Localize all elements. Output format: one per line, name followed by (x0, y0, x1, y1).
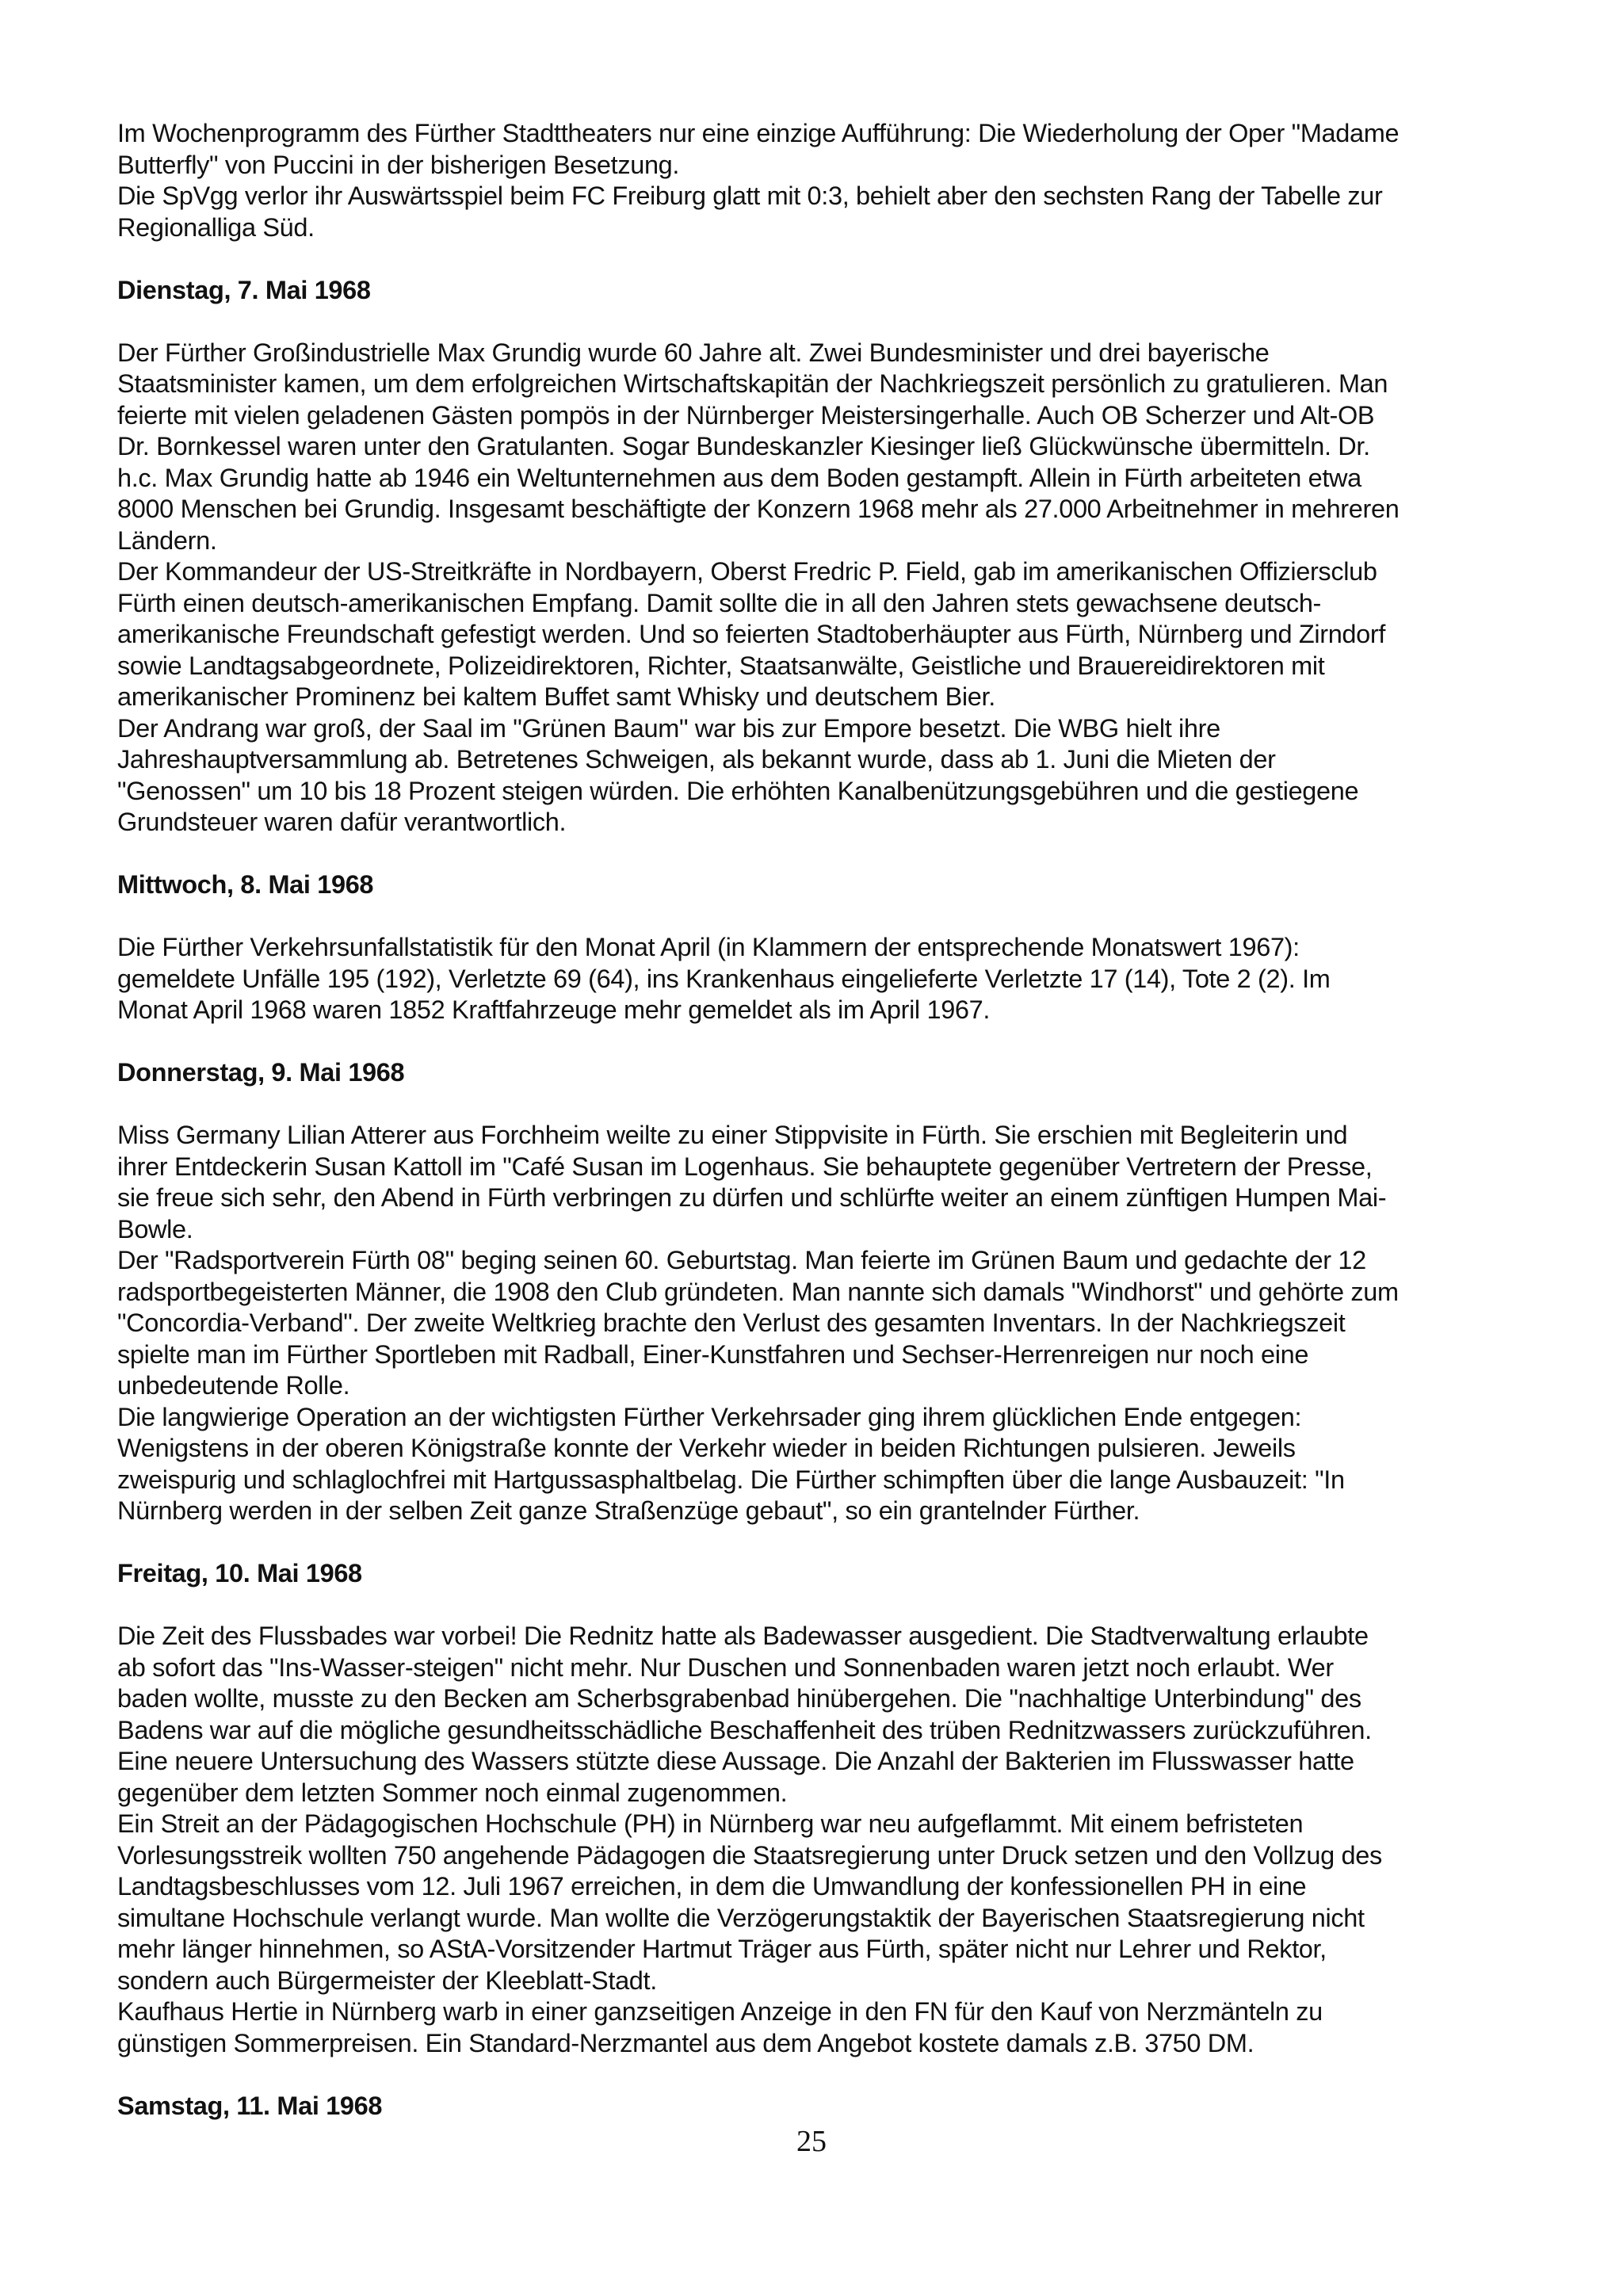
text-line: ab sofort das "Ins-Wasser-steigen" nicht mehr. Nur Duschen und Sonnenbaden waren jetzt noch erlaubt. Wer (117, 1652, 1334, 1682)
text-line: sondern auch Bürgermeister der Kleeblatt-Stadt. (117, 1966, 657, 1995)
spacer (117, 901, 1520, 933)
text-line: "Concordia-Verband". Der zweite Weltkrieg brachte den Verlust des gesamten Inventars. In der Nachkriegszeit (117, 1308, 1346, 1337)
text-line: Die Fürther Verkehrsunfallstatistik für den Monat April (in Klammern der entsprechende Monatswert 1967): (117, 933, 1300, 961)
text-line: Jahreshauptversammlung ab. Betretenes Schweigen, als bekannt wurde, dass ab 1. Juni die Mieten der (117, 745, 1276, 774)
text-line: amerikanischer Prominenz bei kaltem Buffet samt Whisky und deutschem Bier. (117, 682, 995, 711)
text-line: "Genossen" um 10 bis 18 Prozent steigen würden. Die erhöhten Kanalbenützungsgebühren und die gestiegene (117, 776, 1359, 805)
text-line: Im Wochenprogramm des Fürther Stadttheaters nur eine einzige Aufführung: Die Wiederholung der Oper "Madame (117, 119, 1400, 147)
date-heading: Freitag, 10. Mai 1968 (117, 1559, 362, 1587)
text-line: Die langwierige Operation an der wichtigsten Fürther Verkehrsader ging ihrem glücklichen Ende entgegen: (117, 1402, 1302, 1431)
text-line: Landtagsbeschlusses vom 12. Juli 1967 erreichen, in dem die Umwandlung der konfessionellen PH in eine (117, 1872, 1307, 1901)
text-line: Butterfly" von Puccini in der bisherigen Besetzung. (117, 150, 680, 179)
text-line: Eine neuere Untersuchung des Wassers stützte diese Aussage. Die Anzahl der Bakterien im Flusswasser hatte (117, 1747, 1354, 1775)
text-line: Der Andrang war groß, der Saal im "Grünen Baum" war bis zur Empore besetzt. Die WBG hielt ihre (117, 713, 1220, 743)
text-line: gemeldete Unfälle 195 (192), Verletzte 69 (64), ins Krankenhaus eingelieferte Verletzte 17 (14), Tote 2 (2). Im (117, 964, 1331, 993)
date-heading: Dienstag, 7. Mai 1968 (117, 275, 371, 304)
text-line: Der "Radsportverein Fürth 08" beging seinen 60. Geburtstag. Man feierte im Grünen Baum und gedachte der 12 (117, 1246, 1366, 1274)
entry-paragraph (117, 1245, 1520, 1402)
text-line: Miss Germany Lilian Atterer aus Forchheim weilte zu einer Stippvisite in Fürth. Sie erschien mit Begleiterin und (117, 1121, 1348, 1149)
text-line: gegenüber dem letzten Sommer noch einmal zugenommen. (117, 1778, 788, 1807)
spacer (117, 243, 1520, 275)
text-line: baden wollte, musste zu den Becken am Scherbsgrabenbad hinübergehen. Die "nachhaltige Unterbindung" des (117, 1684, 1361, 1713)
text-line: Vorlesungsstreik wollten 750 angehende Pädagogen die Staatsregierung unter Druck setzen und den Vollzug des (117, 1840, 1382, 1870)
text-line: sowie Landtagsabgeordnete, Polizeidirektoren, Richter, Staatsanwälte, Geistliche und Brauereidirektoren mit (117, 651, 1325, 680)
spacer (117, 1590, 1520, 1622)
spacer (117, 306, 1520, 338)
text-line: ihrer Entdeckerin Susan Kattoll im "Café Susan im Logenhaus. Sie behauptete gegenüber Vertretern der Presse, (117, 1152, 1373, 1181)
text-line: Der Fürther Großindustrielle Max Grundig wurde 60 Jahre alt. Zwei Bundesminister und drei bayerische (117, 338, 1270, 367)
text-line: Ländern. (117, 525, 217, 555)
text-line: Ein Streit an der Pädagogischen Hochschule (PH) in Nürnberg war neu aufgeflammt. Mit einem befristeten (117, 1809, 1304, 1838)
text-line: Grundsteuer waren dafür verantwortlich. (117, 808, 567, 836)
text-line: sie freue sich sehr, den Abend in Fürth verbringen zu dürfen und schlürfte weiter an einem zünftigen Humpen Mai- (117, 1183, 1387, 1212)
document-page (117, 118, 1520, 2122)
text-line: Badens war auf die mögliche gesundheitsschädliche Beschaffenheit des trüben Rednitzwassers zurückzuführen. (117, 1715, 1372, 1744)
text-line: zweispurig und schlaglochfrei mit Hartgussasphaltbelag. Die Fürther schimpften über die lange Ausbauzeit: "In (117, 1465, 1345, 1494)
spacer (117, 1089, 1520, 1121)
text-line: günstigen Sommerpreisen. Ein Standard-Nerzmantel aus dem Angebot kostete damals z.B. 3750 DM. (117, 2028, 1254, 2057)
entry-paragraph (117, 1996, 1520, 2059)
spacer (117, 839, 1520, 870)
entry-paragraph (117, 1621, 1520, 1809)
intro-paragraph (117, 118, 1520, 181)
text-line: radsportbegeisterten Männer, die 1908 den Club gründeten. Man nannte sich damals "Windhorst" und gehörte zum (117, 1277, 1399, 1306)
text-line: Die Zeit des Flussbades war vorbei! Die Rednitz hatte als Badewasser ausgedient. Die Stadtverwaltung erlaubte (117, 1622, 1369, 1650)
entry-paragraph (117, 1120, 1520, 1245)
text-line: Kaufhaus Hertie in Nürnberg warb in einer ganzseitigen Anzeige in den FN für den Kauf von Nerzmänteln zu (117, 1997, 1323, 2026)
text-line: amerikanische Freundschaft gefestigt werden. Und so feierten Stadtoberhäupter aus Fürth, Nürnberg und Zirndorf (117, 620, 1386, 648)
text-line: Der Kommandeur der US-Streitkräfte in Nordbayern, Oberst Fredric P. Field, gab im amerikanischen Offiziersclub (117, 557, 1377, 586)
spacer (117, 2059, 1520, 2091)
text-line: mehr länger hinnehmen, so AStA-Vorsitzender Hartmut Träger aus Fürth, später nicht nur Lehrer und Rektor, (117, 1935, 1327, 1963)
text-line: Nürnberg werden in der selben Zeit ganze Straßenzüge gebaut", so ein grantelnder Fürther. (117, 1496, 1140, 1525)
text-line: Bowle. (117, 1214, 193, 1244)
entry-paragraph (117, 932, 1520, 1026)
text-line: unbedeutende Rolle. (117, 1371, 350, 1400)
text-line: Staatsminister kamen, um dem erfolgreichen Wirtschaftskapitän der Nachkriegszeit persönlich zu gratulieren. Man (117, 369, 1388, 398)
date-heading: Mittwoch, 8. Mai 1968 (117, 870, 374, 899)
entry-paragraph (117, 713, 1520, 839)
entry-paragraph (117, 1402, 1520, 1527)
text-line: Die SpVgg verlor ihr Auswärtsspiel beim FC Freiburg glatt mit 0:3, behielt aber den sechsten Rang der Tabelle zur (117, 181, 1383, 210)
text-line: Monat April 1968 waren 1852 Kraftfahrzeuge mehr gemeldet als im April 1967. (117, 995, 991, 1024)
text-line: Regionalliga Süd. (117, 212, 315, 242)
date-heading: Donnerstag, 9. Mai 1968 (117, 1058, 405, 1087)
entry-paragraph (117, 338, 1520, 557)
text-line: 8000 Menschen bei Grundig. Insgesamt beschäftigte der Konzern 1968 mehr als 27.000 Arbeitnehmer in mehreren (117, 495, 1400, 523)
date-heading: Samstag, 11. Mai 1968 (117, 2091, 383, 2120)
text-line: simultane Hochschule verlangt wurde. Man wollte die Verzögerungstaktik der Bayerischen Staatsregierung nicht (117, 1903, 1365, 1932)
spacer (117, 1026, 1520, 1058)
entry-paragraph (117, 556, 1520, 713)
intro-paragraph (117, 181, 1520, 243)
text-line: Fürth einen deutsch-amerikanischen Empfang. Damit sollte die in all den Jahren stets gewachsene deutsch- (117, 588, 1322, 617)
text-line: h.c. Max Grundig hatte ab 1946 ein Weltunternehmen aus dem Boden gestampft. Allein in Fürth arbeiteten etwa (117, 463, 1361, 492)
spacer (117, 1527, 1520, 1559)
text-line: spielte man im Fürther Sportleben mit Radball, Einer-Kunstfahren und Sechser-Herrenreigen nur noch eine (117, 1339, 1309, 1369)
text-line: Dr. Bornkessel waren unter den Gratulanten. Sogar Bundeskanzler Kiesinger ließ Glückwünsche übermitteln. Dr. (117, 432, 1370, 460)
page-number: 25 (796, 2125, 827, 2158)
text-line: Wenigstens in der oberen Königstraße konnte der Verkehr wieder in beiden Richtungen pulsieren. Jeweils (117, 1434, 1296, 1462)
text-line: feierte mit vielen geladenen Gästen pompös in der Nürnberger Meistersingerhalle. Auch OB Scherzer und Alt-OB (117, 400, 1375, 430)
entry-paragraph (117, 1809, 1520, 1996)
